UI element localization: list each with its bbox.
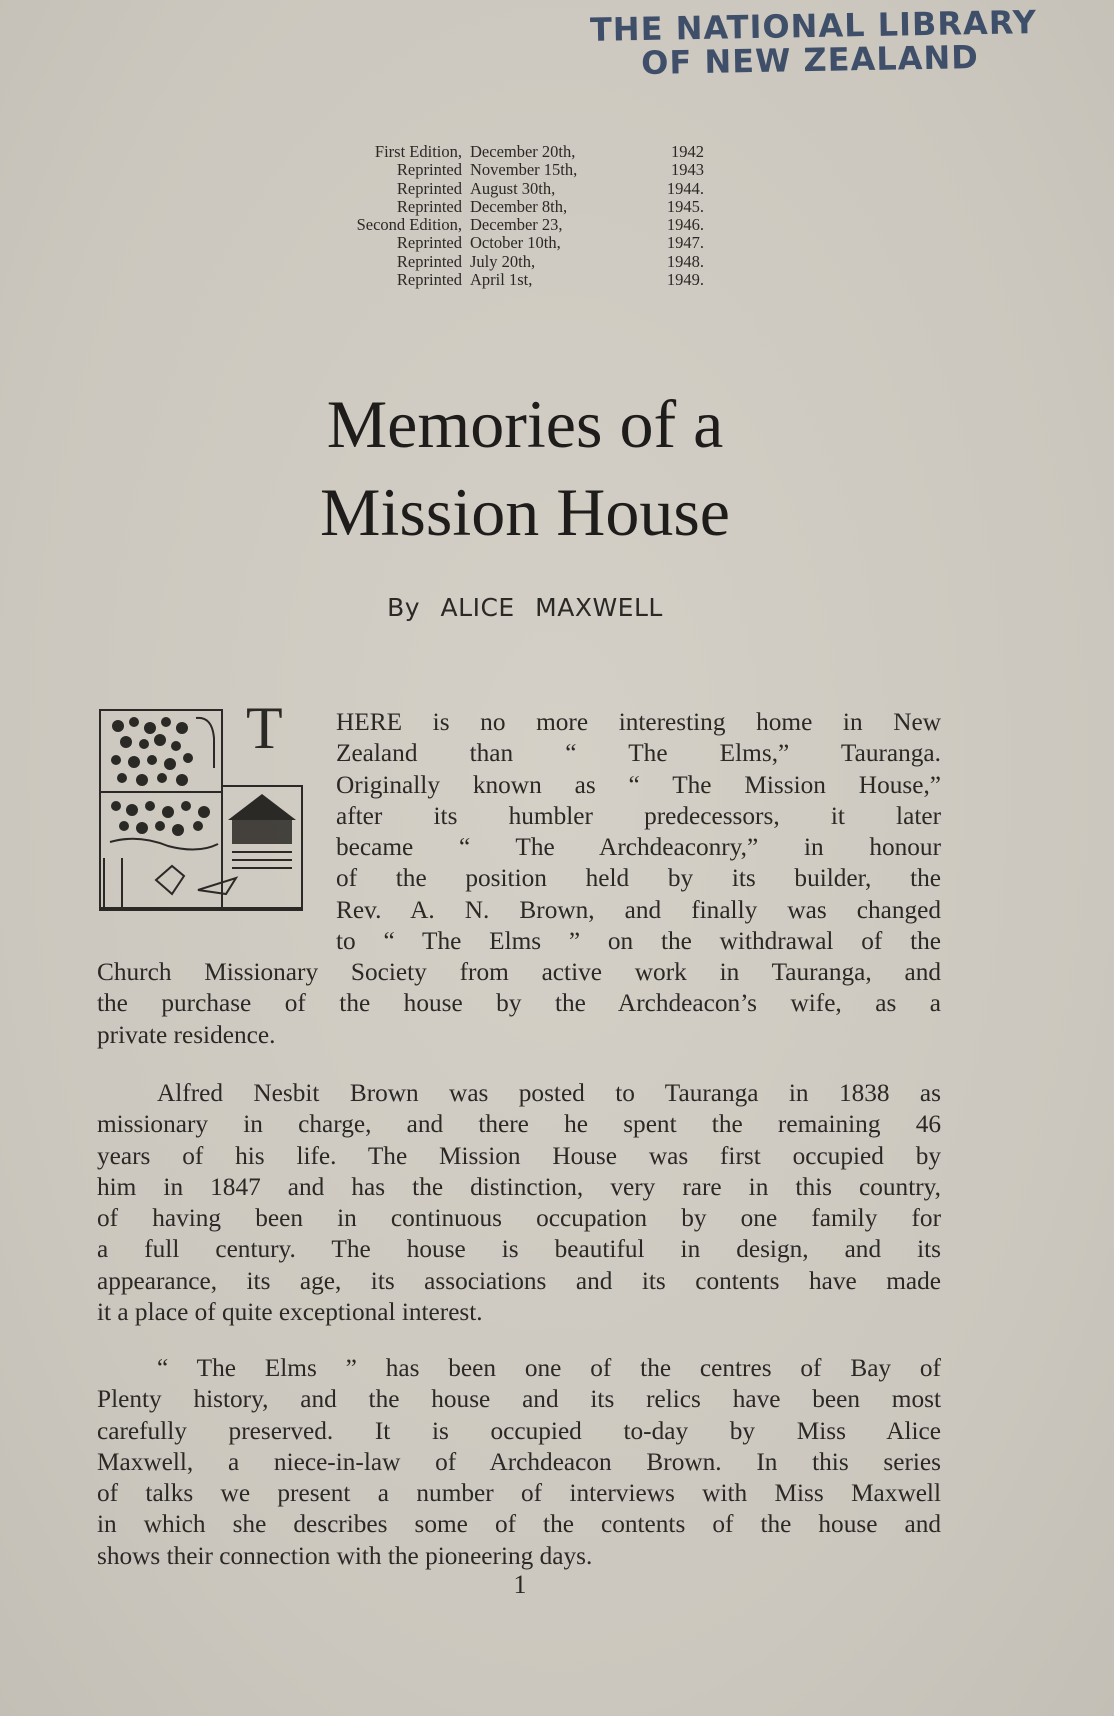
edition-date: July 20th, bbox=[470, 251, 536, 271]
page-title bbox=[220, 380, 830, 556]
text-line: Rev. A. N. Brown, and finally was changed bbox=[336, 895, 941, 924]
paragraph-1-continued bbox=[97, 957, 941, 1051]
text-line: shows their connection with the pioneering days. bbox=[97, 1541, 593, 1570]
stamp-line-2: OF NEW ZEALAND bbox=[640, 38, 980, 82]
text-line: carefully preserved. It is occupied to-day by Miss Alice bbox=[97, 1416, 941, 1445]
text-line: in which she describes some of the contents of the house and bbox=[97, 1510, 941, 1539]
author-byline: By ALICE MAXWELL bbox=[387, 593, 663, 622]
text-line: “ The Elms ” has been one of the centres of Bay of bbox=[157, 1354, 941, 1382]
text-line: Originally known as “ The Mission House,” bbox=[336, 770, 941, 799]
edition-row bbox=[330, 253, 720, 271]
edition-year: 1947. bbox=[666, 233, 704, 253]
edition-row bbox=[330, 198, 720, 216]
edition-row bbox=[330, 234, 720, 252]
edition-year: 1942 bbox=[671, 142, 704, 161]
edition-date: December 20th, bbox=[470, 142, 576, 161]
text-line: missionary in charge, and there he spent the remaining 46 bbox=[97, 1110, 941, 1139]
edition-label: First Edition, bbox=[374, 142, 462, 161]
title-line-2: Mission House bbox=[320, 474, 730, 550]
text-line: Church Missionary Society from active work in Tauranga, and bbox=[97, 958, 941, 986]
edition-date: December 23, bbox=[470, 215, 563, 235]
text-line: the purchase of the house by the Archdeacon’s wife, as a bbox=[97, 989, 941, 1018]
text-line: a full century. The house is beautiful in design, and its bbox=[97, 1235, 941, 1264]
text-line: of talks we present a number of interviews with Miss Maxwell bbox=[97, 1479, 941, 1508]
edition-year: 1949. bbox=[666, 270, 704, 290]
edition-history bbox=[330, 143, 720, 289]
text-line: to “ The Elms ” on the withdrawal of the bbox=[336, 927, 941, 956]
edition-year: 1944. bbox=[666, 178, 704, 198]
edition-row bbox=[330, 143, 720, 161]
edition-date: October 10th, bbox=[470, 233, 561, 253]
text-line: of the position held by its builder, the bbox=[336, 864, 941, 893]
page-number: 1 bbox=[513, 1570, 527, 1599]
edition-row bbox=[330, 161, 720, 179]
text-line: became “ The Archdeaconry,” in honour bbox=[336, 833, 941, 862]
stamp-line-1: THE NATIONAL LIBRARY bbox=[589, 3, 1038, 49]
edition-label: Reprinted bbox=[396, 270, 462, 290]
edition-label: Reprinted bbox=[396, 160, 462, 180]
library-stamp bbox=[589, 3, 1038, 82]
edition-row bbox=[330, 216, 720, 234]
edition-date: April 1st, bbox=[470, 270, 533, 290]
text-line: Zealand than “ The Elms,” Tauranga. bbox=[336, 739, 941, 768]
text-line: after its humbler predecessors, it later bbox=[336, 801, 941, 830]
text-line: private residence. bbox=[97, 1020, 276, 1049]
paragraph-2 bbox=[97, 1078, 941, 1328]
text-line: him in 1847 and has the distinction, very rare in this country, bbox=[97, 1172, 941, 1201]
paragraph-1-wrapped bbox=[336, 707, 941, 957]
text-line: appearance, its age, its associations and its contents have made bbox=[97, 1266, 941, 1295]
text-line: Plenty history, and the house and its relics have been most bbox=[97, 1385, 941, 1414]
paragraph-3 bbox=[97, 1353, 941, 1572]
edition-date: December 8th, bbox=[470, 196, 568, 216]
edition-label: Reprinted bbox=[396, 178, 462, 198]
text-line: Alfred Nesbit Brown was posted to Tauranga in 1838 as bbox=[157, 1079, 941, 1107]
text-line: it a place of quite exceptional interest. bbox=[97, 1298, 483, 1327]
text-line: of having been in continuous occupation by one family for bbox=[97, 1204, 941, 1233]
edition-year: 1945. bbox=[666, 196, 704, 216]
text-line: HERE is no more interesting home in New bbox=[336, 708, 941, 736]
edition-row bbox=[330, 180, 720, 198]
edition-label: Reprinted bbox=[396, 196, 462, 216]
edition-date: November 15th, bbox=[470, 160, 578, 180]
text-line: years of his life. The Mission House was first occupied by bbox=[97, 1141, 941, 1170]
edition-label: Reprinted bbox=[396, 233, 462, 253]
edition-label: Second Edition, bbox=[356, 215, 462, 235]
drop-cap-letter: T bbox=[246, 695, 283, 761]
edition-label: Reprinted bbox=[396, 251, 462, 271]
edition-row bbox=[330, 271, 720, 289]
edition-date: August 30th, bbox=[470, 178, 556, 198]
edition-year: 1943 bbox=[671, 160, 704, 180]
title-line-1: Memories of a bbox=[326, 386, 724, 462]
edition-year: 1946. bbox=[666, 215, 704, 235]
text-line: Maxwell, a niece-in-law of Archdeacon Brown. In this series bbox=[97, 1447, 941, 1476]
edition-year: 1948. bbox=[666, 251, 704, 271]
